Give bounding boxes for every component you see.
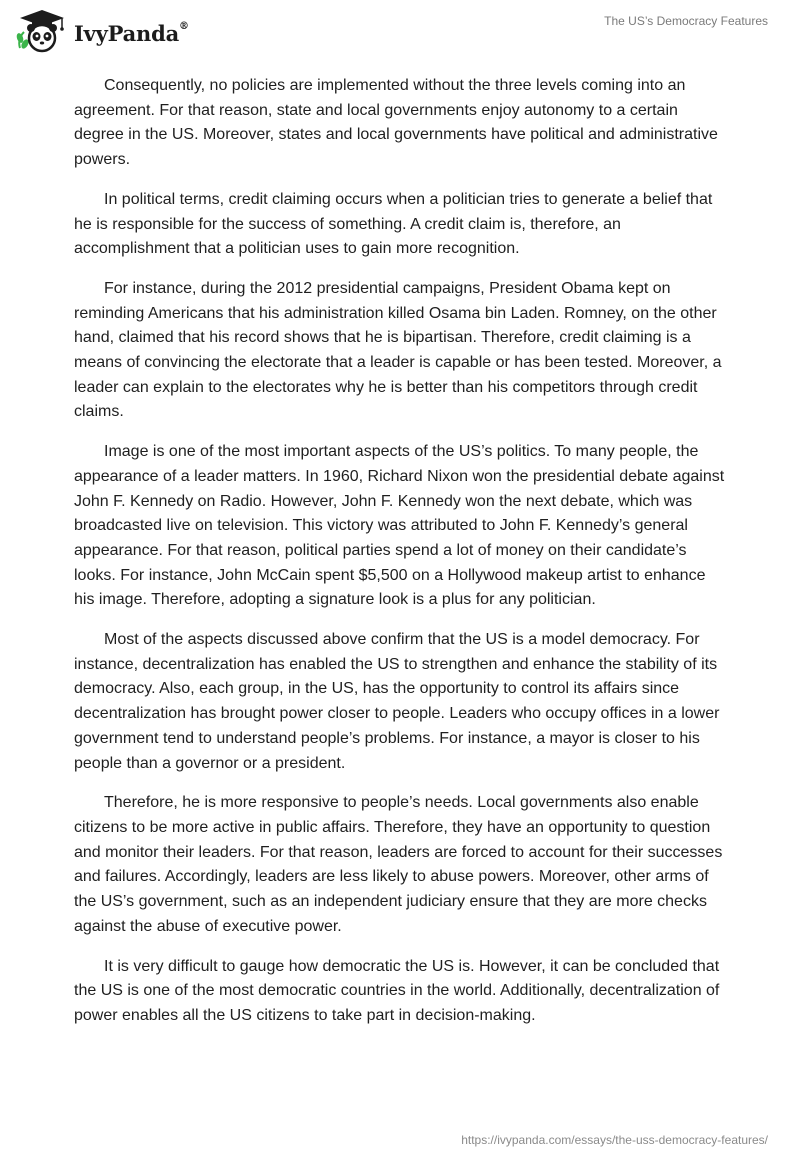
paragraph-2: In political terms, credit claiming occurs when a politician tries to generate a belief that he is responsible for the success of something. A credit claim is, therefore, an accomplishment that a politician uses to gain more recognition. [74,190,713,258]
paragraph-5: Most of the aspects discussed above confirm that the US is a model democracy. For instance, decentralization has enabled the US to strengthen and enhance the stability of its democracy. Also, each group, in the US, has the opportunity to control its affairs since decentralization has brought power closer to people. Leaders who occupy offices in a lower government tend to understand people’s problems. For instance, a mayor is closer to his people than a governor or a president. [74,631,720,772]
paragraph-7: It is very difficult to gauge how democratic the US is. However, it can be concluded that the US is one of the most democratic countries in the world. Additionally, decentralization of power enables all the US citizens to take part in decision-making. [74,957,720,1024]
document-title: The US’s Democracy Features [604,14,768,28]
paragraph-6: Therefore, he is more responsive to people’s needs. Local governments also enable citizens to be more active in public affairs. Therefore, they have an opportunity to question and monitor their leaders. For that reason, leaders are forced to account for their successes and failures. Accordingly, leaders are less likely to abuse powers. Moreover, other arms of the US’s government, such as an independent judiciary ensure that they are more checks against the abuse of executive power. [74,794,723,935]
brand-name: IvyPanda® [74,20,189,46]
ivypanda-logo[interactable] [14,8,189,54]
paragraph-1: Consequently, no policies are implemented without the three levels coming into an agreement. For that reason, state and local governments enjoy autonomy to a certain degree in the US. Moreover, states and local governments have political and administrative powers. [74,77,718,169]
essay-body [74,74,726,1044]
panda-graduate-icon [14,8,70,54]
paragraph-3: For instance, during the 2012 presidential campaigns, President Obama kept on reminding Americans that his administration killed Osama bin Laden. Romney, on the other hand, claimed that his record shows that he is bipartisan. Therefore, credit claiming is a means of convincing the electorate that a leader is capable or has been tested. Moreover, a leader can explain to the electorates why he is better than his competitors through credit claims. [74,279,722,421]
paragraph-4: Image is one of the most important aspects of the US’s politics. To many people, the appearance of a leader matters. In 1960, Richard Nixon won the presidential debate against John F. Kennedy on Radio. However, John F. Kennedy won the next debate, which was broadcasted live on television. This victory was attributed to John F. Kennedy’s general appearance. For that reason, political parties spend a lot of money on their candidate’s looks. For instance, John McCain spent $5,500 on a Hollywood makeup artist to enhance his image. Therefore, adopting a signature look is a plus for any politician. [74,443,725,609]
source-url-link[interactable]: https://ivypanda.com/essays/the-uss-democracy-features/ [461,1133,768,1147]
page-header [0,0,800,60]
